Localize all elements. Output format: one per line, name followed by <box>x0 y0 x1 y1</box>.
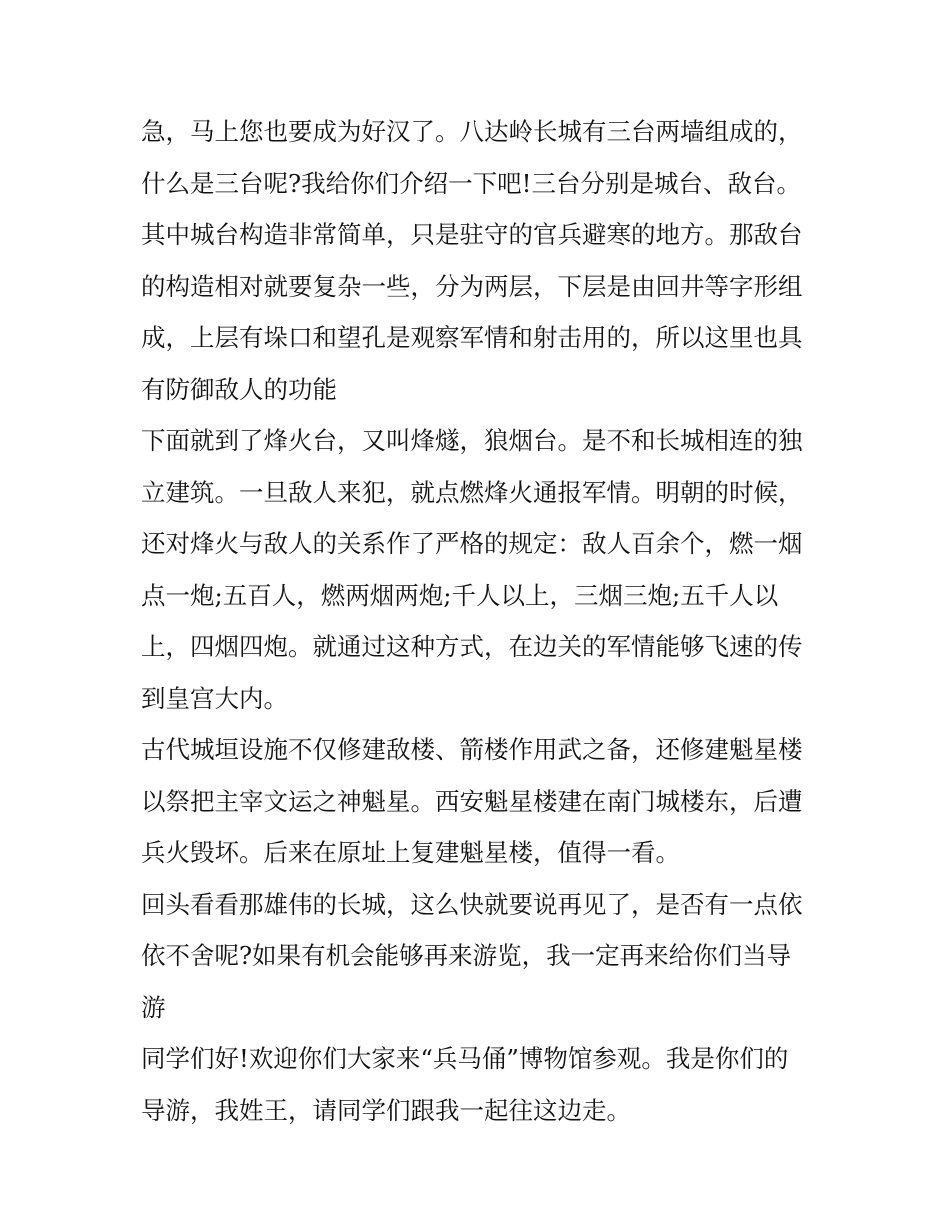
text-line: 导游，我姓王，请同学们跟我一起往这边走。 <box>141 1095 631 1125</box>
text-line: 同学们好!欢迎你们大家来“兵马俑”博物馆参观。我是你们的 <box>141 1044 789 1073</box>
text-line: 还对烽火与敌人的关系作了严格的规定：敌人百余个，燃一烟 <box>141 529 803 558</box>
paragraph-beacon-tower <box>141 415 816 724</box>
paragraph-kuixing-tower <box>141 724 816 879</box>
text-line: 上，四烟四炮。就通过这种方式，在边关的军情能够飞速的传 <box>141 632 803 661</box>
document-body <box>141 106 816 1136</box>
text-line: 到皇宫大内。 <box>141 683 288 713</box>
text-line: 依不舍呢?如果有机会能够再来游览，我一定再来给你们当导 <box>141 941 792 970</box>
text-line: 成，上层有垛口和望孔是观察军情和射击用的，所以这里也具 <box>141 323 803 352</box>
paragraph-great-wall-towers <box>141 106 816 415</box>
text-line: 急，马上您也要成为好汉了。八达岭长城有三台两墙组成的， <box>141 117 803 146</box>
text-line: 什么是三台呢?我给你们介绍一下吧!三台分别是城台、敌台。 <box>141 168 801 198</box>
paragraph-farewell <box>141 879 816 1034</box>
text-line: 立建筑。一旦敌人来犯，就点燃烽火通报军情。明朝的时候， <box>141 477 803 507</box>
text-line: 兵火毁坏。后来在原址上复建魁星楼，值得一看。 <box>141 838 680 867</box>
text-line: 古代城垣设施不仅修建敌楼、箭楼作用武之备，还修建魁星楼 <box>141 735 803 764</box>
text-line: 有防御敌人的功能 <box>141 374 337 404</box>
text-line: 回头看看那雄伟的长城，这么快就要说再见了，是否有一点依 <box>141 889 803 919</box>
text-line: 点一炮;五百人，燃两烟两炮;千人以上，三烟三炮;五千人以 <box>141 580 779 610</box>
text-line: 游 <box>141 992 166 1022</box>
paragraph-terracotta-welcome <box>141 1033 816 1136</box>
text-line: 其中城台构造非常简单，只是驻守的官兵避寒的地方。那敌台 <box>141 220 803 249</box>
text-line: 的构造相对就要复杂一些，分为两层，下层是由回井等字形组 <box>141 271 803 301</box>
text-line: 下面就到了烽火台，又叫烽燧，狼烟台。是不和长城相连的独 <box>141 426 803 455</box>
text-line: 以祭把主宰文运之神魁星。西安魁星楼建在南门城楼东，后遭 <box>141 786 803 816</box>
